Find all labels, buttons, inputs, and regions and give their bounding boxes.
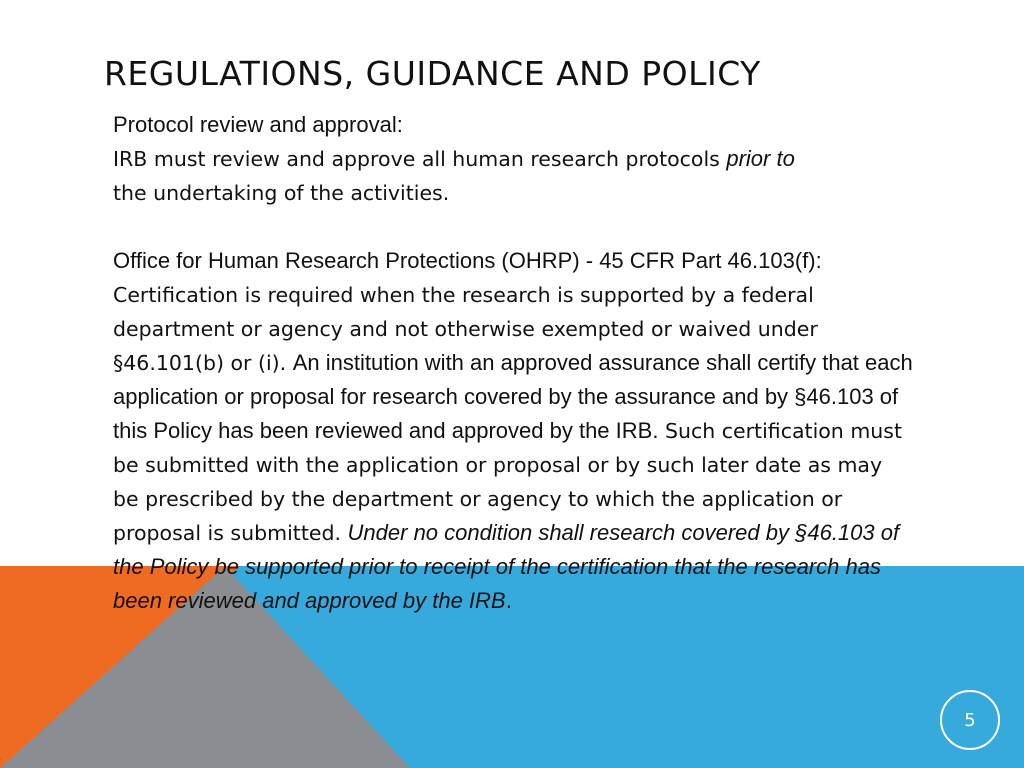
page-number: 5 (964, 709, 976, 731)
assurance-statement: An institution with an approved assurance shall certify that each application or proposal for research covered by the assurance and by §46.103 of this Policy has been reviewed and approved by the IRB. (113, 350, 913, 443)
submission-text: Such certification must be submitted with the application or proposal or by such later date as may be prescribed by the department or agency to which the application or proposal is submitted. (113, 419, 902, 545)
final-period: . (505, 589, 513, 613)
no-support-statement: Under no condition shall research covered by §46.103 of the Policy be supported prior to receipt of the certification that the research has been reviewed and approved by the IRB (113, 520, 900, 613)
certification-text: Certification is required when the research is supported by a federal department or agency and not otherwise exempted or waived under §46.101(b) or (i). (113, 283, 818, 375)
slide-title: REGULATIONS, GUIDANCE AND POLICY (104, 54, 761, 93)
protocol-review-text-start: IRB must review and approve all human research protocols (113, 147, 727, 171)
ohrp-heading: Office for Human Research Protections (OHRP) - 45 CFR Part 46.103(f) (113, 248, 816, 273)
prior-to-emphasis: prior to (726, 146, 795, 171)
protocol-review-heading: Protocol review and approval: (113, 112, 403, 137)
protocol-review-text-end: the undertaking of the activities. (113, 181, 450, 205)
paragraph-ohrp (113, 244, 913, 618)
paragraph-protocol-review (113, 108, 913, 210)
ohrp-heading-colon: : (815, 248, 822, 273)
slide-body (113, 108, 913, 618)
paragraph-spacer (113, 210, 913, 244)
page-number-badge (940, 690, 1000, 750)
